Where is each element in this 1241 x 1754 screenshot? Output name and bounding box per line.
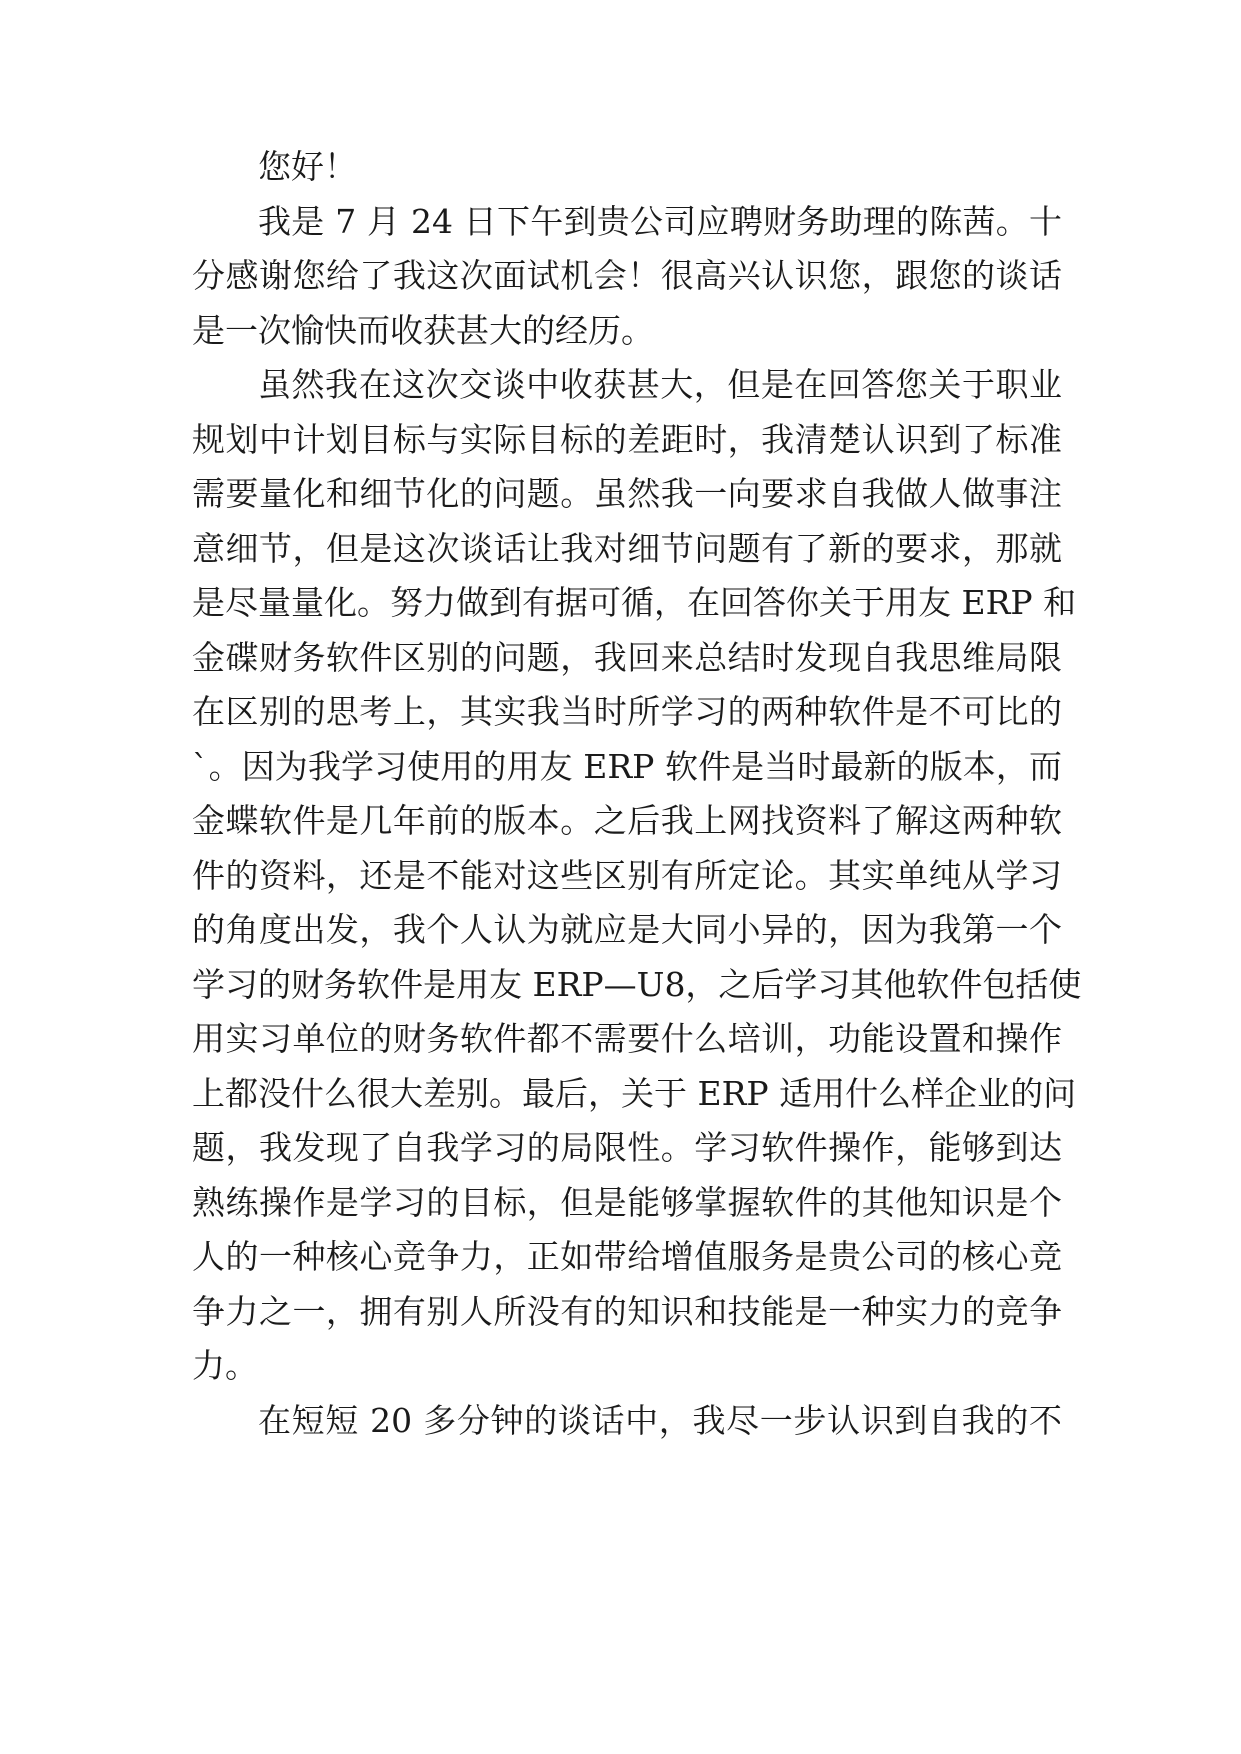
paragraph-2-line-10: 件的资料，还是不能对这些区别有所定论。其实单纯从学习 <box>192 856 1062 895</box>
paragraph-2-line-13: 用实习单位的财务软件都不需要什么培训，功能设置和操作 <box>192 1019 1062 1058</box>
paragraph-2-line-1: 虽然我在这次交谈中收获甚大，但是在回答您关于职业 <box>258 365 1062 404</box>
paragraph-1-line-1: 我是 7 月 24 日下午到贵公司应聘财务助理的陈茜。十 <box>258 202 1062 241</box>
paragraph-1-line-2: 分感谢您给了我这次面试机会！很高兴认识您，跟您的谈话 <box>192 256 1062 295</box>
paragraph-2-line-12: 学习的财务软件是用友 ERP—U8，之后学习其他软件包括使 <box>192 965 1082 1004</box>
paragraph-2-line-7: 在区别的思考上，其实我当时所学习的两种软件是不可比的 <box>192 692 1062 731</box>
paragraph-2-line-6: 金碟财务软件区别的问题，我回来总结时发现自我思维局限 <box>192 638 1062 677</box>
paragraph-2-line-18: 争力之一，拥有别人所没有的知识和技能是一种实力的竞争 <box>192 1292 1062 1331</box>
paragraph-2-line-17: 人的一种核心竞争力，正如带给增值服务是贵公司的核心竞 <box>192 1237 1062 1276</box>
greeting-line: 您好！ <box>258 147 357 186</box>
paragraph-2-line-19: 力。 <box>192 1346 258 1385</box>
paragraph-1-line-3: 是一次愉快而收获甚大的经历。 <box>192 311 654 350</box>
paragraph-2-line-2: 规划中计划目标与实际目标的差距时，我清楚认识到了标准 <box>192 420 1062 459</box>
paragraph-2-line-16: 熟练操作是学习的目标，但是能够掌握软件的其他知识是个 <box>192 1183 1062 1222</box>
paragraph-2-line-11: 的角度出发，我个人认为就应是大同小异的，因为我第一个 <box>192 910 1062 949</box>
paragraph-2-line-3: 需要量化和细节化的问题。虽然我一向要求自我做人做事注 <box>192 474 1062 513</box>
paragraph-2-line-8: `。因为我学习使用的用友 ERP 软件是当时最新的版本，而 <box>192 747 1062 786</box>
paragraph-2-line-4: 意细节，但是这次谈话让我对细节问题有了新的要求，那就 <box>192 529 1062 568</box>
paragraph-2-line-5: 是尽量量化。努力做到有据可循，在回答你关于用友 ERP 和 <box>192 583 1077 622</box>
paragraph-2-line-14: 上都没什么很大差别。最后，关于 ERP 适用什么样企业的问 <box>192 1074 1077 1113</box>
paragraph-2-line-15: 题，我发现了自我学习的局限性。学习软件操作，能够到达 <box>192 1128 1062 1167</box>
paragraph-2-line-9: 金蝶软件是几年前的版本。之后我上网找资料了解这两种软 <box>192 801 1062 840</box>
paragraph-3-line-1: 在短短 20 多分钟的谈话中，我尽一步认识到自我的不 <box>258 1401 1062 1440</box>
